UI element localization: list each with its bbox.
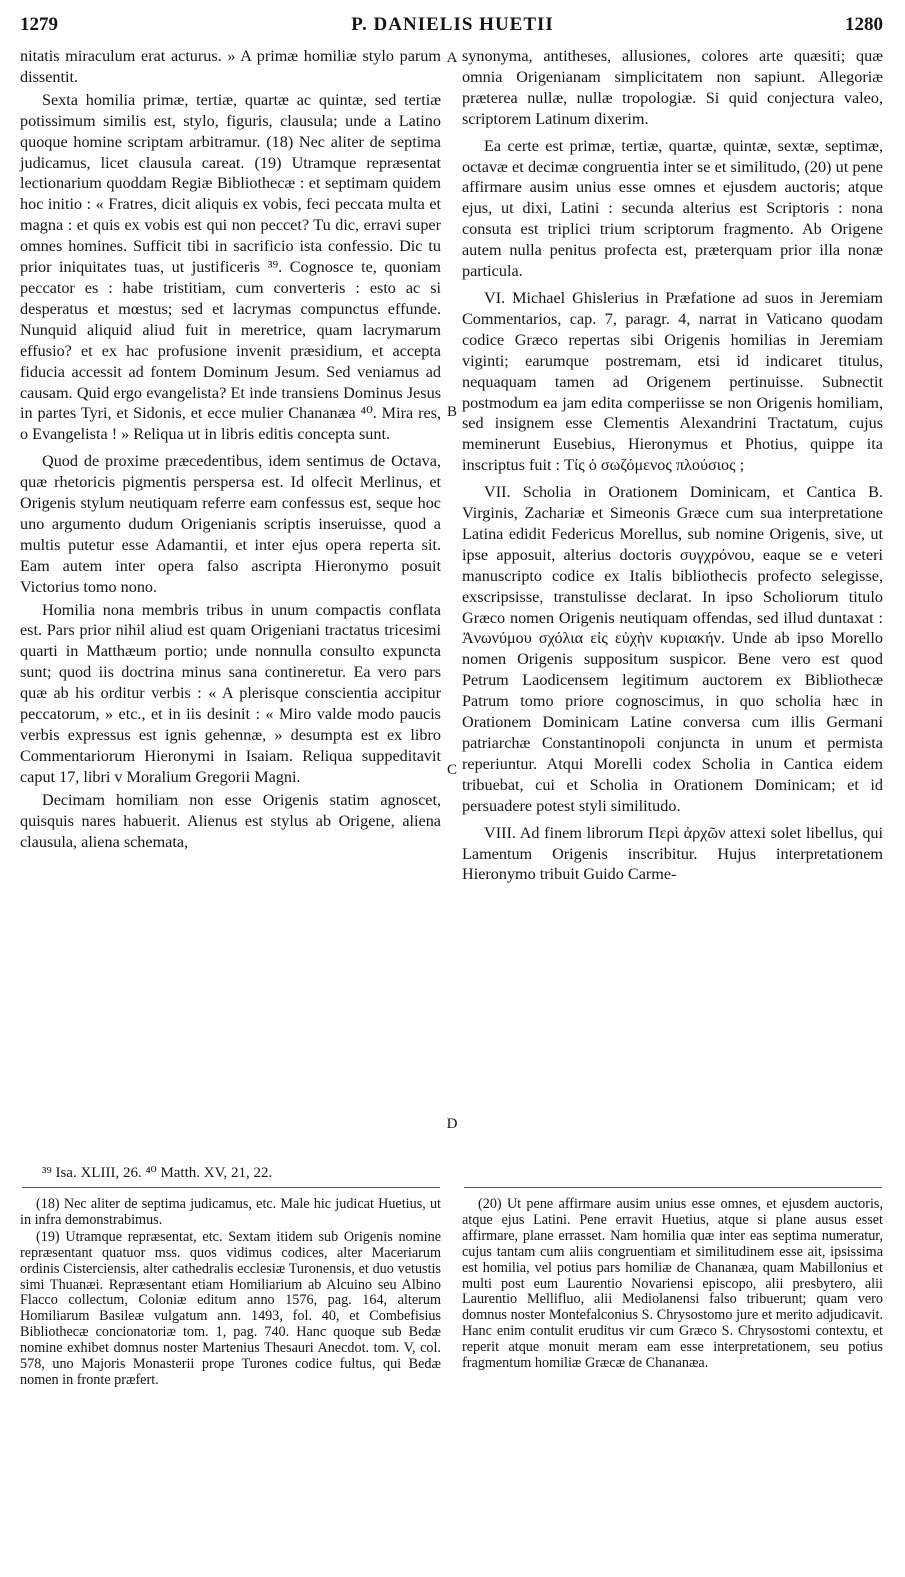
right-column <box>462 46 883 887</box>
paragraph: Homilia nona membris tribus in unum compactis conflata est. Pars prior nihil aliud est quam Origeniani tractatus tricesimi quarti in Matthæum portio; unde nonnulla consulto expuncta sunt; quod iis doctrina minus sana contineretur. Ea vero pars quæ ab his orditur verbis : « A plerisque conscientia accipitur peccatorum, » etc., et in iis desinit : « Miro valde modo paucis verbis expressus est ignis gehennæ, » desumpta est ex libro Commentariorum Hieronymi in Isaiam. Reliqua suppeditavit caput 17, libri v Moralium Gregorii Magni. <box>20 600 441 786</box>
paragraph: VIII. Ad finem librorum Περὶ ἀρχῶν attexi solet libellus, qui Lamentum Origenis inscribitur. Hujus interpretationem Hieronymo tribuit Guido Carme- <box>462 823 883 884</box>
editor-note: (20) Ut pene affirmare ausim unius esse omnes, et ejusdem auctoris, atque ejus Latini. Pene erravit Huetius, atque si plane ausus esset affirmare, plane errasset. Nam homilia quæ inter eas septima numeratur, cujus tantam cum aliis congruentiam et similitudinem esse ait, ipsissima est homilia, vel potius pars homiliæ de Chananæa, quam Mabillonius et multi post eum Laurentio Novariensi episcopo, alii presbytero, alii Laurentio Mellifluo, alii Mediolanensi falso tribuerunt; quam vero domnus noster Montefalconius S. Chrysostomo jure et merito adjudicavit. Hanc enim contulit eruditus vir cum Græco S. Chrysostomi contextu, et reperit atque monuit meram eam esse interpretationem, seu potius fragmentum homiliæ Græcæ de Chananæa. <box>462 1196 883 1372</box>
page-number-right: 1280 <box>845 14 883 35</box>
editor-note: (18) Nec aliter de septima judicamus, etc. Male hic judicat Huetius, ut in infra demonstrabimus. <box>20 1196 441 1228</box>
paragraph: nitatis miraculum erat acturus. » A primæ homiliæ stylo parum dissentit. <box>20 47 441 86</box>
margin-marker-d: D <box>446 1116 458 1132</box>
paragraph: VI. Michael Ghislerius in Præfatione ad suos in Jeremiam Commentarios, cap. 7, paragr. 4, narrat in Vaticano quodam codice Græco repertas sibi Origenis homilias in Jeremiam viginti; earumque postremam, etsi id indicaret titulus, nequaquam tamen ad Origenem pertinuisse. Subnectit postmodum ea jam edita comperiisse se non Origenis homiliam, sed insignem esse Clementis Alexandrini Tractatum, cujus meminerunt Eusebius, Hieronymus et Photius, quippe ita inscriptus fuit : Τίς ὁ σωζόμενος πλούσιος ; <box>462 288 883 475</box>
scripture-footnote: ³⁹ Isa. XLIII, 26. ⁴⁰ Matth. XV, 21, 22. <box>42 1165 273 1181</box>
margin-marker-a: A <box>446 50 458 66</box>
paragraph: synonyma, antitheses, allusiones, colores arte quæsiti; quæ omnia Origenianam simplicitatem non sapiunt. Allegoriæ præterea nullæ, nullæ tropologiæ. Si quid conjectura valeo, scriptorem Latinum dixerim. <box>462 47 883 128</box>
paragraph: Ea certe est primæ, tertiæ, quartæ, quintæ, sextæ, septimæ, octavæ et decimæ congruentia inter se et similitudo, (20) ut pene affirmare ausim unius esse omnes et ejusdem auctoris; atque ejus, ut dixi, Latini : secunda alterius est Scriptoris : nona consuta est triplici trium scriptorum fragmento. Ab Origene autem nulla penitus profecta est, præterquam prior illa nonæ particula. <box>462 136 883 281</box>
paragraph: Sexta homilia primæ, tertiæ, quartæ ac quintæ, sed tertiæ potissimum similis est, stylo, figuris, clausula; unde a Latino quoque homine scriptam arbitramur. (18) Nec aliter de septima judicamus, licet clausula careat. (19) Utramque repræsentat lectionarium quoddam Regiæ Bibliothecæ : et septimam quidem hoc initio : « Fratres, dicit aliquis ex vobis, feci peccata multa et magna : et quis ex vobis est qui non peccet? Tu dic, erravi super omnes homines. Sufficit tibi in sacrificio ista confessio. Dic tu prior iniquitates tuas, ut justificeris ³⁹. Cognosce te, quoniam peccator es : habe tristitiam, cum converteris : esto ac si desperatus et mœstus; sed et lacrymas compunctus effunde. Nunquid aliquid aliud fuit in meretrice, quam lacrymarum effusio? et ex hac profusione invenit præsidium, et accepta fiducia accessit ad fontem Dominum Jesum. Sed veniamus ad causam. Quid ergo evangelista? Et inde transiens Dominus Jesus in partes Tyri, et Sidonis, et ecce mulier Chananæa ⁴⁰. Mira res, o Evangelista ! » Reliqua ut in libris editis concepta sunt. <box>20 90 441 444</box>
page-number-left: 1279 <box>20 14 58 35</box>
editor-notes-left <box>20 1197 441 1390</box>
editor-notes-right <box>462 1197 883 1373</box>
footnote-rule-left <box>22 1187 440 1188</box>
margin-marker-c: C <box>446 762 457 778</box>
margin-marker-b: B <box>446 404 457 420</box>
left-column <box>20 46 441 854</box>
editor-note: (19) Utramque repræsentat, etc. Sextam itidem sub Origenis nomine repræsentant quatuor mss. quos vidimus codices, alter Maceriarum ordinis Cisterciensis, alter cathedralis ecclesiæ Turonensis, et duo vetustis simi Thuanæi. Repræsentant etiam Homiliarium ab Alcuino seu Albino Flacco collectum, Coloniæ editum anno 1576, pag. 164, alterum Homiliarum Basileæ vulgatum ann. 1493, fol. 40, et Combefisius Bibliothecæ concionatoriæ tom. 1, pag. 740. Hanc quoque sub Bedæ nomine exhibet domnus noster Martenius Thesauri Anecdot. tom. V, col. 578, uno Majoris Monasterii prope Turones codice fultus, qui Bedæ nomen in fronte præfert. <box>20 1228 441 1388</box>
paragraph: VII. Scholia in Orationem Dominicam, et Cantica B. Virginis, Zachariæ et Simeonis Græce cum sua interpretatione Latina edidit Federicus Morellus, sub nomine Origenis, sive, ut ipse apposuit, alterius doctoris συγχρόνου, eaque se e veteri manuscripto codice ex Italis bibliothecis profecto selegisse, exscripsisse, transtulisse declarat. In ipso Scholiorum titulo Græco nomen Origenis neutiquam offendas, sed illud duntaxat : Ἀνωνύμου σχόλια εἰς εὐχὴν κυριακήν. Unde ab ipso Morello nomen Origenis suppositum suspicor. Bene vero est quod Petrum Laodicensem legitimum auctorem ex Bibliothecæ Patrum tomo priore cognoscimus, in quo scholia hæc in Orationem Dominicam Latine conversa cum illis Germani patriarchæ Constantinopoli conjuncta in unum et permista reperiuntur. Atqui Morelli codex Scholia in Cantica eidem tribuebat, cui et Scholia in Orationem Dominicam; et id persuadere potest styli similitudo. <box>462 483 883 815</box>
footnote-rule-right <box>464 1187 882 1188</box>
paragraph: Decimam homiliam non esse Origenis statim agnoscet, quisquis nares habuerit. Alienus est stylus ab Origene, aliena clausula, aliena schemata, <box>20 790 441 851</box>
running-head: P. DANIELIS HUETII <box>351 14 554 35</box>
paragraph: Quod de proxime præcedentibus, idem sentimus de Octava, quæ rhetoricis pigmentis perspersa est. Id olfecit Merlinus, et Origenis stylum neutiquam referre eam confessus est, seque hoc uno argumento dudum Origenianis scriptis inseruisse, quod a multis putetur esse Adamantii, et inter ejus opera reperta sit. Eam autem inter opera falso ascripta Hieronymo posuit Victorius tomo nono. <box>20 452 441 596</box>
